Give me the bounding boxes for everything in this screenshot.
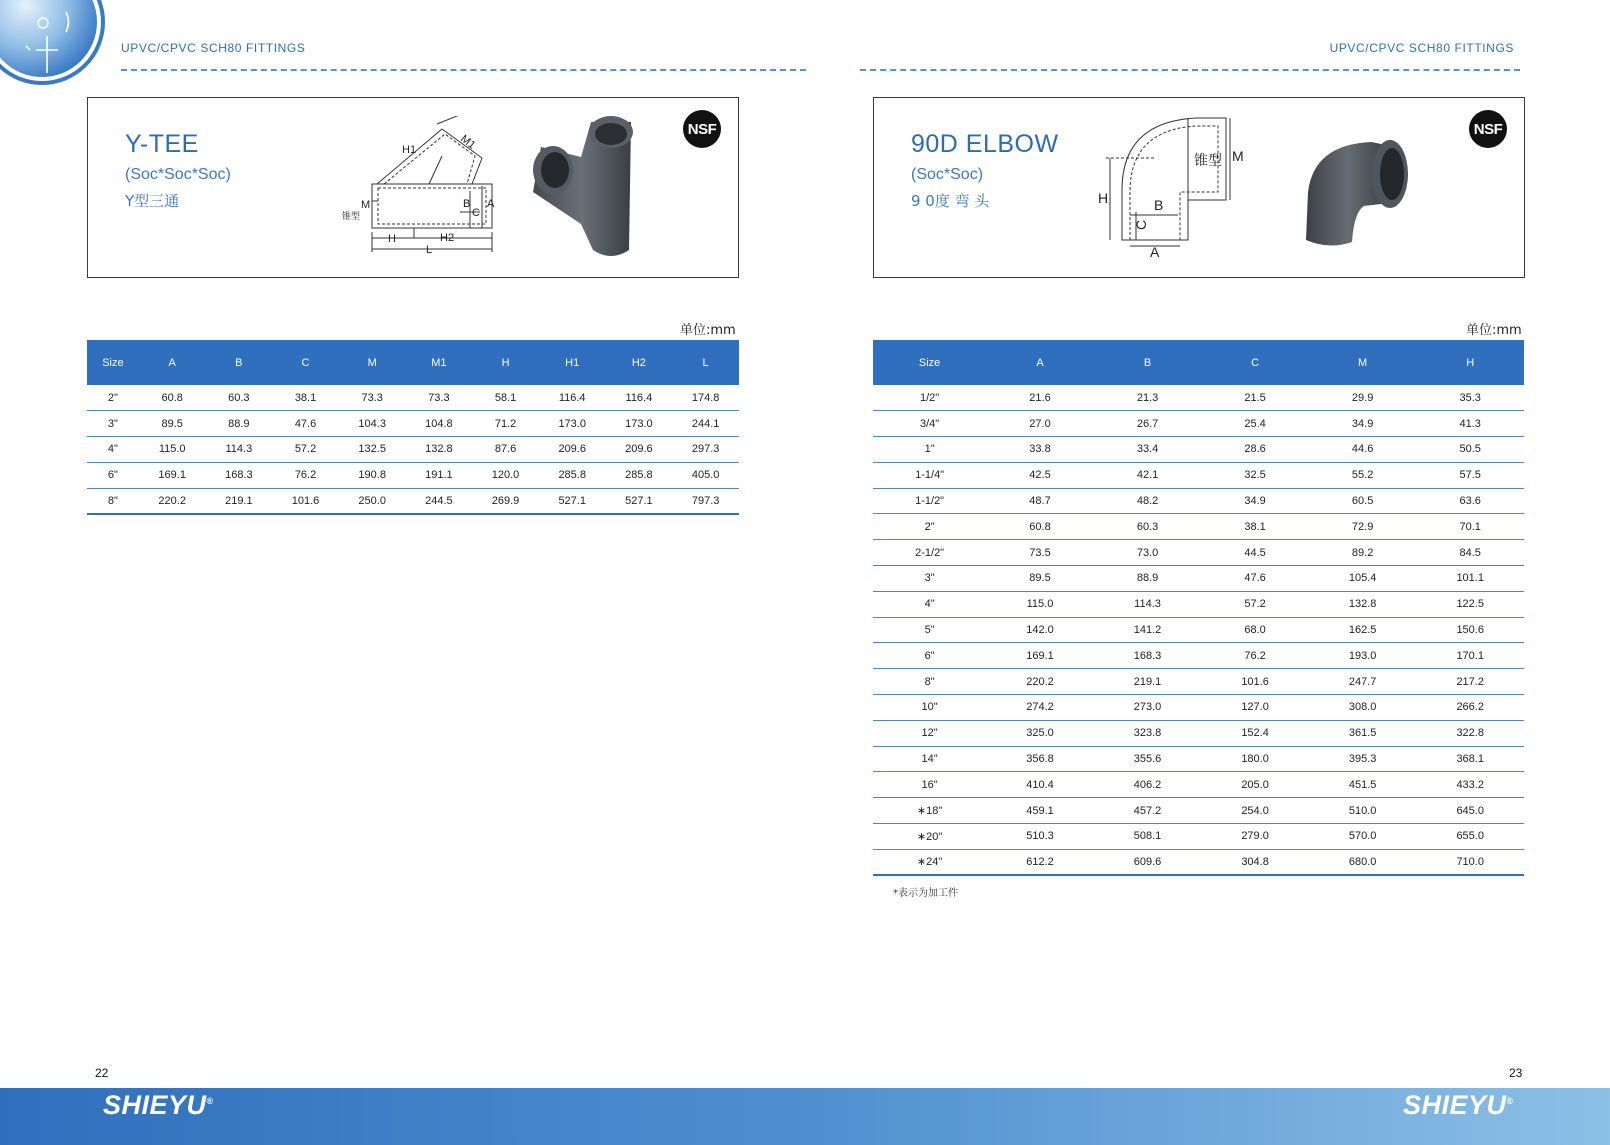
diagram-label-l: L <box>426 244 433 256</box>
elbow-product-photo <box>1294 132 1424 252</box>
table-cell: 205.0 <box>1201 772 1309 798</box>
column-header: H <box>1416 340 1524 385</box>
table-cell: 1-1/2" <box>873 488 986 514</box>
table-cell: 219.1 <box>1094 669 1202 695</box>
column-header: C <box>272 340 339 385</box>
table-cell: 89.5 <box>139 411 206 437</box>
table-cell: 28.6 <box>1201 437 1309 463</box>
table-cell: 244.5 <box>406 488 473 514</box>
table-cell: 5" <box>873 617 986 643</box>
table-cell: 395.3 <box>1309 746 1417 772</box>
table-cell: 174.8 <box>672 385 739 411</box>
table-cell: 250.0 <box>339 488 406 514</box>
elbow-label-h: H <box>1098 190 1109 206</box>
table-cell: 304.8 <box>1201 849 1309 875</box>
table-cell: 645.0 <box>1416 798 1524 824</box>
table-cell: 88.9 <box>1094 566 1202 592</box>
table-cell: 190.8 <box>339 462 406 488</box>
table-cell: 220.2 <box>139 488 206 514</box>
table-cell: 101.6 <box>1201 669 1309 695</box>
table-cell: 116.4 <box>606 385 673 411</box>
table-cell: 797.3 <box>672 488 739 514</box>
table-cell: 38.1 <box>272 385 339 411</box>
elbow-label-b: B <box>1154 197 1164 213</box>
table-cell: 2" <box>87 385 139 411</box>
table-cell: 70.1 <box>1416 514 1524 540</box>
table-cell: 169.1 <box>139 462 206 488</box>
table-cell: 42.5 <box>986 462 1094 488</box>
table-cell: 34.9 <box>1201 488 1309 514</box>
table-row <box>873 566 1524 592</box>
table-cell: 60.3 <box>206 385 273 411</box>
table-row <box>873 411 1524 437</box>
table-row <box>873 643 1524 669</box>
elbow-subtitle: (Soc*Soc) <box>911 166 984 183</box>
table-cell: 220.2 <box>986 669 1094 695</box>
table-cell: 115.0 <box>986 591 1094 617</box>
table-cell: 132.8 <box>1309 591 1417 617</box>
table-cell: 84.5 <box>1416 540 1524 566</box>
table-cell: 60.8 <box>139 385 206 411</box>
table-cell: 14" <box>873 746 986 772</box>
table-cell: 32.5 <box>1201 462 1309 488</box>
table-cell: 89.5 <box>986 566 1094 592</box>
table-cell: 4" <box>873 591 986 617</box>
table-cell: ∗20" <box>873 824 986 850</box>
table-cell: 152.4 <box>1201 720 1309 746</box>
table-cell: 60.3 <box>1094 514 1202 540</box>
table-row <box>873 591 1524 617</box>
column-header: Size <box>873 340 986 385</box>
diagram-label-b: B <box>463 198 471 210</box>
table-row <box>873 514 1524 540</box>
table-row <box>873 462 1524 488</box>
table-cell: 41.3 <box>1416 411 1524 437</box>
footer-band <box>0 1088 1610 1145</box>
header-title-left: UPVC/CPVC SCH80 FITTINGS <box>121 41 306 55</box>
diagram-label-c: C <box>472 207 480 219</box>
diagram-label-a: A <box>487 198 495 210</box>
table-cell: 73.3 <box>339 385 406 411</box>
table-cell: 405.0 <box>672 462 739 488</box>
table-cell: 71.2 <box>472 411 539 437</box>
table-cell: 72.9 <box>1309 514 1417 540</box>
table-cell: 356.8 <box>986 746 1094 772</box>
table-cell: 150.6 <box>1416 617 1524 643</box>
table-cell: 247.7 <box>1309 669 1417 695</box>
table-cell: 361.5 <box>1309 720 1417 746</box>
table-cell: 73.0 <box>1094 540 1202 566</box>
table-row <box>873 385 1524 411</box>
table-cell: 48.2 <box>1094 488 1202 514</box>
table-cell: 612.2 <box>986 849 1094 875</box>
elbow-dimension-diagram <box>1096 112 1266 262</box>
table-cell: 33.4 <box>1094 437 1202 463</box>
table-cell: 273.0 <box>1094 695 1202 721</box>
elbow-label-m: M <box>1232 148 1244 164</box>
brand-logo-right: SHIEYU® <box>1403 1090 1514 1120</box>
table-cell: 25.4 <box>1201 411 1309 437</box>
column-header: B <box>206 340 273 385</box>
ytee-chinese-name: Y型三通 <box>125 192 180 210</box>
column-header: L <box>672 340 739 385</box>
table-cell: 44.6 <box>1309 437 1417 463</box>
table-cell: 322.8 <box>1416 720 1524 746</box>
table-cell: 680.0 <box>1309 849 1417 875</box>
table-cell: 57.5 <box>1416 462 1524 488</box>
table-cell: 191.1 <box>406 462 473 488</box>
table-cell: 209.6 <box>606 437 673 463</box>
table-cell: 279.0 <box>1201 824 1309 850</box>
table-cell: 406.2 <box>1094 772 1202 798</box>
table-cell: 508.1 <box>1094 824 1202 850</box>
table-cell: 68.0 <box>1201 617 1309 643</box>
elbow-chinese-name: 9 0度 弯 头 <box>911 192 990 210</box>
table-row <box>87 385 739 411</box>
table-cell: 104.8 <box>406 411 473 437</box>
table-cell: 527.1 <box>539 488 606 514</box>
table-cell: 1/2" <box>873 385 986 411</box>
table-cell: 244.1 <box>672 411 739 437</box>
table-cell: 323.8 <box>1094 720 1202 746</box>
table-cell: 710.0 <box>1416 849 1524 875</box>
diagram-label-h1: H1 <box>402 144 417 156</box>
table-cell: 274.2 <box>986 695 1094 721</box>
table-cell: 101.6 <box>272 488 339 514</box>
table-cell: 132.8 <box>406 437 473 463</box>
diagram-label-h2: H2 <box>440 232 455 244</box>
table-cell: 308.0 <box>1309 695 1417 721</box>
table-cell: 655.0 <box>1416 824 1524 850</box>
table-cell: 115.0 <box>139 437 206 463</box>
table-cell: 355.6 <box>1094 746 1202 772</box>
diagram-label-m: M <box>361 199 371 211</box>
table-cell: 170.1 <box>1416 643 1524 669</box>
table-cell: 104.3 <box>339 411 406 437</box>
table-cell: 180.0 <box>1201 746 1309 772</box>
table-cell: 2" <box>873 514 986 540</box>
table-cell: 34.9 <box>1309 411 1417 437</box>
table-cell: 21.6 <box>986 385 1094 411</box>
table-cell: 33.8 <box>986 437 1094 463</box>
page-number-right: 23 <box>1509 1066 1523 1080</box>
elbow-spec-table <box>873 340 1524 876</box>
column-header: B <box>1094 340 1202 385</box>
table-cell: 169.1 <box>986 643 1094 669</box>
table-cell: 42.1 <box>1094 462 1202 488</box>
table-row <box>873 849 1524 875</box>
table-cell: 63.6 <box>1416 488 1524 514</box>
table-header-row <box>873 340 1524 385</box>
table-cell: 3" <box>87 411 139 437</box>
table-row <box>873 798 1524 824</box>
table-row <box>87 411 739 437</box>
table-cell: 457.2 <box>1094 798 1202 824</box>
table-cell: 6" <box>87 462 139 488</box>
table-row <box>873 824 1524 850</box>
header-title-right: UPVC/CPVC SCH80 FITTINGS <box>1329 41 1514 55</box>
table-cell: 10" <box>873 695 986 721</box>
table-cell: 35.3 <box>1416 385 1524 411</box>
ytee-spec-table <box>87 340 739 515</box>
table-cell: 73.5 <box>986 540 1094 566</box>
table-cell: 6" <box>873 643 986 669</box>
table-cell: 29.9 <box>1309 385 1417 411</box>
table-cell: 27.0 <box>986 411 1094 437</box>
table-cell: 168.3 <box>1094 643 1202 669</box>
corner-logo <box>0 0 105 88</box>
table-row <box>873 617 1524 643</box>
table-cell: 459.1 <box>986 798 1094 824</box>
table-cell: 325.0 <box>986 720 1094 746</box>
table-cell: 76.2 <box>272 462 339 488</box>
table-cell: 609.6 <box>1094 849 1202 875</box>
header-divider-left <box>121 69 806 71</box>
table-cell: 87.6 <box>472 437 539 463</box>
table-cell: 162.5 <box>1309 617 1417 643</box>
table-cell: 266.2 <box>1416 695 1524 721</box>
table-cell: 60.5 <box>1309 488 1417 514</box>
table-cell: 8" <box>873 669 986 695</box>
table-cell: 38.1 <box>1201 514 1309 540</box>
table-cell: 127.0 <box>1201 695 1309 721</box>
column-header: M <box>339 340 406 385</box>
table-cell: 527.1 <box>606 488 673 514</box>
table-cell: 209.6 <box>539 437 606 463</box>
table-cell: 57.2 <box>1201 591 1309 617</box>
table-cell: 433.2 <box>1416 772 1524 798</box>
diagram-label-h: H <box>388 233 396 245</box>
table-cell: 168.3 <box>206 462 273 488</box>
table-cell: 410.4 <box>986 772 1094 798</box>
table-cell: 101.1 <box>1416 566 1524 592</box>
table-cell: 1" <box>873 437 986 463</box>
diagram-label-m1: M1 <box>458 132 478 152</box>
table-cell: 285.8 <box>539 462 606 488</box>
table-row <box>873 488 1524 514</box>
ytee-dimension-diagram <box>342 116 512 261</box>
table-cell: 122.5 <box>1416 591 1524 617</box>
header-divider-right <box>860 69 1520 71</box>
table-cell: 173.0 <box>539 411 606 437</box>
unit-label-right: 单位:mm <box>1466 323 1522 338</box>
table-cell: 120.0 <box>472 462 539 488</box>
table-cell: 57.2 <box>272 437 339 463</box>
ytee-subtitle: (Soc*Soc*Soc) <box>125 166 231 183</box>
table-cell: 76.2 <box>1201 643 1309 669</box>
table-row <box>873 540 1524 566</box>
table-cell: 47.6 <box>272 411 339 437</box>
table-row <box>873 746 1524 772</box>
table-cell: 47.6 <box>1201 566 1309 592</box>
table-cell: 451.5 <box>1309 772 1417 798</box>
table-row <box>873 772 1524 798</box>
table-cell: 60.8 <box>986 514 1094 540</box>
table-cell: 4" <box>87 437 139 463</box>
table-cell: 116.4 <box>539 385 606 411</box>
table-cell: 105.4 <box>1309 566 1417 592</box>
table-row <box>87 488 739 514</box>
table-cell: 26.7 <box>1094 411 1202 437</box>
table-cell: 141.2 <box>1094 617 1202 643</box>
table-cell: 48.7 <box>986 488 1094 514</box>
table-cell: 58.1 <box>472 385 539 411</box>
table-cell: 89.2 <box>1309 540 1417 566</box>
table-cell: 510.3 <box>986 824 1094 850</box>
table-row <box>87 462 739 488</box>
unit-label-left: 单位:mm <box>680 323 736 338</box>
table-row <box>873 437 1524 463</box>
column-header: H2 <box>606 340 673 385</box>
table-cell: 3" <box>873 566 986 592</box>
table-cell: 254.0 <box>1201 798 1309 824</box>
table-cell: 285.8 <box>606 462 673 488</box>
table-cell: 21.3 <box>1094 385 1202 411</box>
table-cell: 21.5 <box>1201 385 1309 411</box>
table-cell: ∗18" <box>873 798 986 824</box>
table-cell: 8" <box>87 488 139 514</box>
elbow-label-taper: 锥型 <box>1194 152 1222 168</box>
column-header: C <box>1201 340 1309 385</box>
table-cell: 1-1/4" <box>873 462 986 488</box>
table-cell: 132.5 <box>339 437 406 463</box>
table-cell: 114.3 <box>1094 591 1202 617</box>
table-cell: 44.5 <box>1201 540 1309 566</box>
table-cell: 50.5 <box>1416 437 1524 463</box>
footnote: *表示为加工件 <box>893 888 958 899</box>
table-cell: 570.0 <box>1309 824 1417 850</box>
table-header-row <box>87 340 739 385</box>
table-cell: 73.3 <box>406 385 473 411</box>
elbow-label-a: A <box>1150 244 1160 260</box>
table-row <box>873 695 1524 721</box>
column-header: A <box>139 340 206 385</box>
table-cell: 368.1 <box>1416 746 1524 772</box>
table-cell: 510.0 <box>1309 798 1417 824</box>
column-header: H1 <box>539 340 606 385</box>
table-row <box>873 720 1524 746</box>
table-cell: 217.2 <box>1416 669 1524 695</box>
table-cell: 142.0 <box>986 617 1094 643</box>
table-cell: 3/4" <box>873 411 986 437</box>
table-cell: 173.0 <box>606 411 673 437</box>
nsf-badge-icon: NSF <box>683 110 721 148</box>
column-header: M <box>1309 340 1417 385</box>
table-cell: 114.3 <box>206 437 273 463</box>
ytee-product-photo <box>521 112 641 262</box>
table-cell: 55.2 <box>1309 462 1417 488</box>
elbow-label-c: C <box>1133 219 1149 230</box>
elbow-product-box <box>873 97 1525 278</box>
nsf-badge-icon: NSF <box>1469 110 1507 148</box>
table-cell: 12" <box>873 720 986 746</box>
table-cell: 193.0 <box>1309 643 1417 669</box>
elbow-title: 90D ELBOW <box>911 130 1059 158</box>
table-cell: 219.1 <box>206 488 273 514</box>
table-cell: 297.3 <box>672 437 739 463</box>
ytee-product-box <box>87 97 739 278</box>
column-header: H <box>472 340 539 385</box>
table-cell: 269.9 <box>472 488 539 514</box>
table-cell: 88.9 <box>206 411 273 437</box>
ytee-title: Y-TEE <box>125 130 199 158</box>
table-row <box>873 669 1524 695</box>
table-row <box>87 437 739 463</box>
diagram-label-taper: 锥型 <box>342 211 361 221</box>
column-header: A <box>986 340 1094 385</box>
table-cell: ∗24" <box>873 849 986 875</box>
brand-logo-left: SHIEYU® <box>103 1090 214 1120</box>
column-header: Size <box>87 340 139 385</box>
page-number-left: 22 <box>95 1066 109 1080</box>
column-header: M1 <box>406 340 473 385</box>
table-cell: 2-1/2" <box>873 540 986 566</box>
table-cell: 16" <box>873 772 986 798</box>
